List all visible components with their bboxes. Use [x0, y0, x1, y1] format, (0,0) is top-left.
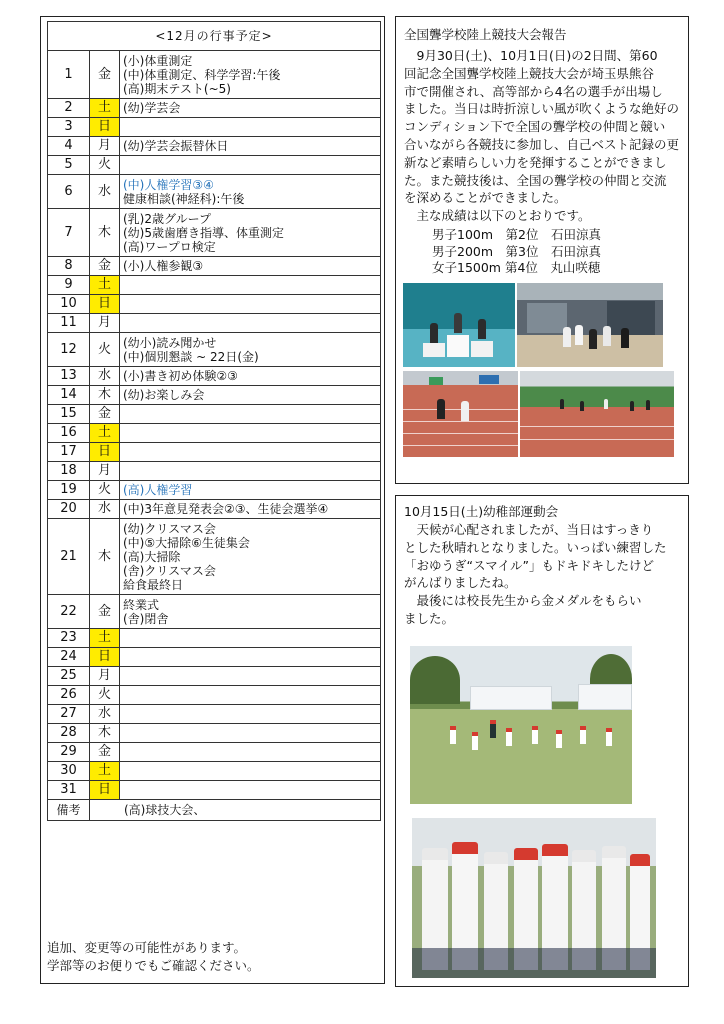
schedule-title: <12月の行事予定> — [48, 22, 381, 51]
schedule-row — [48, 333, 381, 367]
weekday: 水 — [90, 500, 120, 519]
schedule-row — [48, 367, 381, 386]
event-line: (幼)お楽しみ会 — [123, 388, 205, 402]
weekday: 金 — [90, 595, 120, 629]
day-number: 30 — [48, 762, 90, 781]
weekday: 水 — [90, 367, 120, 386]
schedule-row — [48, 500, 381, 519]
schedule-row — [48, 481, 381, 500]
event-line: (幼)学芸会振替休日 — [123, 139, 229, 153]
remarks-label: 備考 — [48, 800, 90, 821]
event-line: (幼)学芸会 — [123, 101, 181, 115]
day-number: 14 — [48, 386, 90, 405]
event-line: (高)ワープロ検定 — [123, 239, 216, 254]
schedule-row — [48, 462, 381, 481]
body-line: 最後には校長先生から金メダルをもらい — [404, 593, 642, 609]
weekday: 日 — [90, 295, 120, 314]
weekday: 火 — [90, 333, 120, 367]
schedule-row — [48, 314, 381, 333]
day-number: 27 — [48, 705, 90, 724]
event-line: (幼小)読み聞かせ — [123, 335, 217, 350]
day-number: 1 — [48, 51, 90, 99]
event-cell — [120, 705, 381, 724]
schedule-row — [48, 595, 381, 629]
body-line: 回記念全国聾学校陸上競技大会が埼玉県熊谷 — [404, 65, 655, 81]
schedule-row — [48, 137, 381, 156]
schedule-row — [48, 762, 381, 781]
schedule-row — [48, 424, 381, 443]
day-number: 11 — [48, 314, 90, 333]
weekday: 金 — [90, 743, 120, 762]
event-cell — [120, 629, 381, 648]
weekday: 月 — [90, 667, 120, 686]
result-line: 男子100m 第2位 石田涼真 — [432, 227, 601, 242]
day-number: 8 — [48, 257, 90, 276]
schedule-row — [48, 99, 381, 118]
schedule-table — [47, 21, 381, 821]
weekday: 土 — [90, 762, 120, 781]
day-number: 6 — [48, 175, 90, 209]
schedule-row — [48, 629, 381, 648]
event-cell — [120, 99, 381, 118]
event-line: (小)書き初め体験②③ — [123, 369, 238, 383]
body-line: 「おゆうぎ“スマイル”」もドキドキしたけど — [404, 557, 654, 573]
event-line: (高)人権学習 — [123, 483, 193, 497]
event-cell — [120, 333, 381, 367]
day-number: 18 — [48, 462, 90, 481]
group-photo — [517, 283, 663, 367]
sports-day-title: 10月15日(土)幼稚部運動会 — [404, 504, 559, 519]
body-line: とした秋晴れとなりました。いっぱい練習した — [404, 539, 667, 555]
day-number: 3 — [48, 118, 90, 137]
event-cell — [120, 276, 381, 295]
event-cell — [120, 209, 381, 257]
event-cell — [120, 257, 381, 276]
event-line: (舎)閉舎 — [123, 611, 169, 626]
schedule-row — [48, 667, 381, 686]
note-line: 学部等のお便りでもご確認ください。 — [47, 958, 260, 973]
weekday: 木 — [90, 386, 120, 405]
day-number: 17 — [48, 443, 90, 462]
body-line: 合いながら各競技に参加し、自己ベスト記録の更 — [404, 136, 680, 152]
event-cell — [120, 405, 381, 424]
weekday: 土 — [90, 99, 120, 118]
children-photo — [412, 818, 656, 978]
day-number: 29 — [48, 743, 90, 762]
day-number: 24 — [48, 648, 90, 667]
schedule-row — [48, 405, 381, 424]
report-title: 全国聾学校陸上競技大会報告 — [404, 27, 567, 42]
schedule-row — [48, 443, 381, 462]
report-results — [432, 227, 601, 277]
day-number: 31 — [48, 781, 90, 800]
day-number: 20 — [48, 500, 90, 519]
weekday: 日 — [90, 443, 120, 462]
schedule-panel — [40, 16, 385, 984]
event-cell — [120, 724, 381, 743]
weekday: 木 — [90, 724, 120, 743]
report-body — [404, 47, 684, 225]
event-line: 終業式 — [123, 597, 160, 612]
event-cell — [120, 667, 381, 686]
podium-photo — [403, 283, 515, 367]
event-cell — [120, 781, 381, 800]
event-cell — [120, 137, 381, 156]
day-number: 25 — [48, 667, 90, 686]
event-cell — [120, 443, 381, 462]
schedule-row — [48, 276, 381, 295]
day-number: 22 — [48, 595, 90, 629]
sports-day-report — [395, 495, 689, 987]
day-number: 9 — [48, 276, 90, 295]
body-line: 9月30日(土)、10月1日(日)の2日間、第60 — [404, 48, 658, 63]
weekday: 金 — [90, 405, 120, 424]
event-cell — [120, 51, 381, 99]
schedule-row — [48, 705, 381, 724]
day-number: 7 — [48, 209, 90, 257]
body-line: 市で開催され、高等部から4名の選手が出場し — [404, 83, 663, 99]
race-photo — [520, 371, 674, 457]
day-number: 12 — [48, 333, 90, 367]
schedule-note — [47, 939, 260, 975]
weekday: 水 — [90, 705, 120, 724]
note-line: 追加、変更等の可能性があります。 — [47, 940, 247, 955]
weekday: 木 — [90, 519, 120, 595]
weekday: 火 — [90, 686, 120, 705]
event-cell — [120, 175, 381, 209]
event-line: 給食最終日 — [123, 577, 184, 592]
result-line: 女子1500m 第4位 丸山咲穂 — [432, 260, 601, 275]
schedule-row — [48, 519, 381, 595]
event-cell — [120, 314, 381, 333]
body-line: 主な成績は以下のとおりです。 — [404, 208, 591, 224]
sports-day-body — [404, 521, 684, 628]
schedule-row — [48, 156, 381, 175]
weekday: 月 — [90, 137, 120, 156]
event-cell — [120, 156, 381, 175]
event-line: 健康相談(神経科):午後 — [123, 191, 245, 206]
day-number: 5 — [48, 156, 90, 175]
event-cell — [120, 386, 381, 405]
weekday: 火 — [90, 481, 120, 500]
day-number: 21 — [48, 519, 90, 595]
event-line: (中)体重測定、科学学習:午後 — [123, 67, 281, 82]
track-photo — [403, 371, 518, 457]
event-cell — [120, 481, 381, 500]
track-meet-report — [395, 16, 689, 484]
event-line: (中)個別懇談 ~ 22日(金) — [123, 349, 259, 364]
event-cell — [120, 648, 381, 667]
event-line: (中)3年意見発表会②③、生徒会選挙④ — [123, 502, 329, 516]
remarks-text: (高)球技大会、 — [90, 800, 381, 821]
event-cell — [120, 686, 381, 705]
weekday: 金 — [90, 51, 120, 99]
event-line: (中)⑤大掃除⑥生徒集会 — [123, 535, 250, 550]
day-number: 10 — [48, 295, 90, 314]
weekday: 水 — [90, 175, 120, 209]
weekday: 日 — [90, 781, 120, 800]
day-number: 23 — [48, 629, 90, 648]
body-line: がんばりましたね。 — [404, 575, 517, 591]
body-line: ました。当日は時折涼しい風が吹くような絶好の — [404, 101, 680, 117]
event-line: (幼)クリスマス会 — [123, 521, 216, 536]
schedule-row — [48, 295, 381, 314]
schedule-row — [48, 743, 381, 762]
schedule-row — [48, 386, 381, 405]
event-cell — [120, 500, 381, 519]
body-line: た。また競技後は、全国の聾学校の仲間と交流 — [404, 172, 667, 188]
schedule-row — [48, 686, 381, 705]
weekday: 月 — [90, 314, 120, 333]
day-number: 15 — [48, 405, 90, 424]
event-line: (中)人権学習③④ — [123, 177, 214, 192]
schedule-row — [48, 781, 381, 800]
weekday: 火 — [90, 156, 120, 175]
schedule-row — [48, 118, 381, 137]
weekday: 日 — [90, 118, 120, 137]
event-line: (高)期末テスト(~5) — [123, 81, 231, 96]
day-number: 4 — [48, 137, 90, 156]
event-line: (高)大掃除 — [123, 549, 181, 564]
result-line: 男子200m 第3位 石田涼真 — [432, 243, 601, 259]
weekday: 日 — [90, 648, 120, 667]
body-line: ました。 — [404, 610, 455, 626]
body-line: コンディション下で全国の聾学校の仲間と競い — [404, 119, 666, 135]
weekday: 木 — [90, 209, 120, 257]
event-line: (幼)5歳歯磨き指導、体重測定 — [123, 225, 284, 240]
day-number: 28 — [48, 724, 90, 743]
event-cell — [120, 519, 381, 595]
event-line: (小)人権参観③ — [123, 259, 204, 273]
event-cell — [120, 295, 381, 314]
weekday: 金 — [90, 257, 120, 276]
schedule-row — [48, 724, 381, 743]
body-line: を深めることができました。 — [404, 190, 567, 206]
schedule-row — [48, 51, 381, 99]
event-line: (乳)2歳グループ — [123, 211, 212, 226]
weekday: 月 — [90, 462, 120, 481]
schedule-row — [48, 648, 381, 667]
day-number: 16 — [48, 424, 90, 443]
event-cell — [120, 462, 381, 481]
day-number: 13 — [48, 367, 90, 386]
weekday: 土 — [90, 276, 120, 295]
body-line: 新など素晴らしい力を発揮することができまし — [404, 154, 667, 170]
event-cell — [120, 762, 381, 781]
event-cell — [120, 118, 381, 137]
weekday: 土 — [90, 424, 120, 443]
event-cell — [120, 743, 381, 762]
event-cell — [120, 424, 381, 443]
weekday: 土 — [90, 629, 120, 648]
event-cell — [120, 595, 381, 629]
schedule-row — [48, 209, 381, 257]
event-line: (舎)クリスマス会 — [123, 563, 216, 578]
schedule-row — [48, 175, 381, 209]
event-cell — [120, 367, 381, 386]
body-line: 天候が心配されましたが、当日はすっきり — [404, 522, 654, 537]
day-number: 19 — [48, 481, 90, 500]
field-dance-photo — [410, 646, 632, 804]
day-number: 26 — [48, 686, 90, 705]
schedule-row — [48, 257, 381, 276]
day-number: 2 — [48, 99, 90, 118]
remarks-row — [48, 800, 381, 821]
event-line: (小)体重測定 — [123, 53, 193, 68]
